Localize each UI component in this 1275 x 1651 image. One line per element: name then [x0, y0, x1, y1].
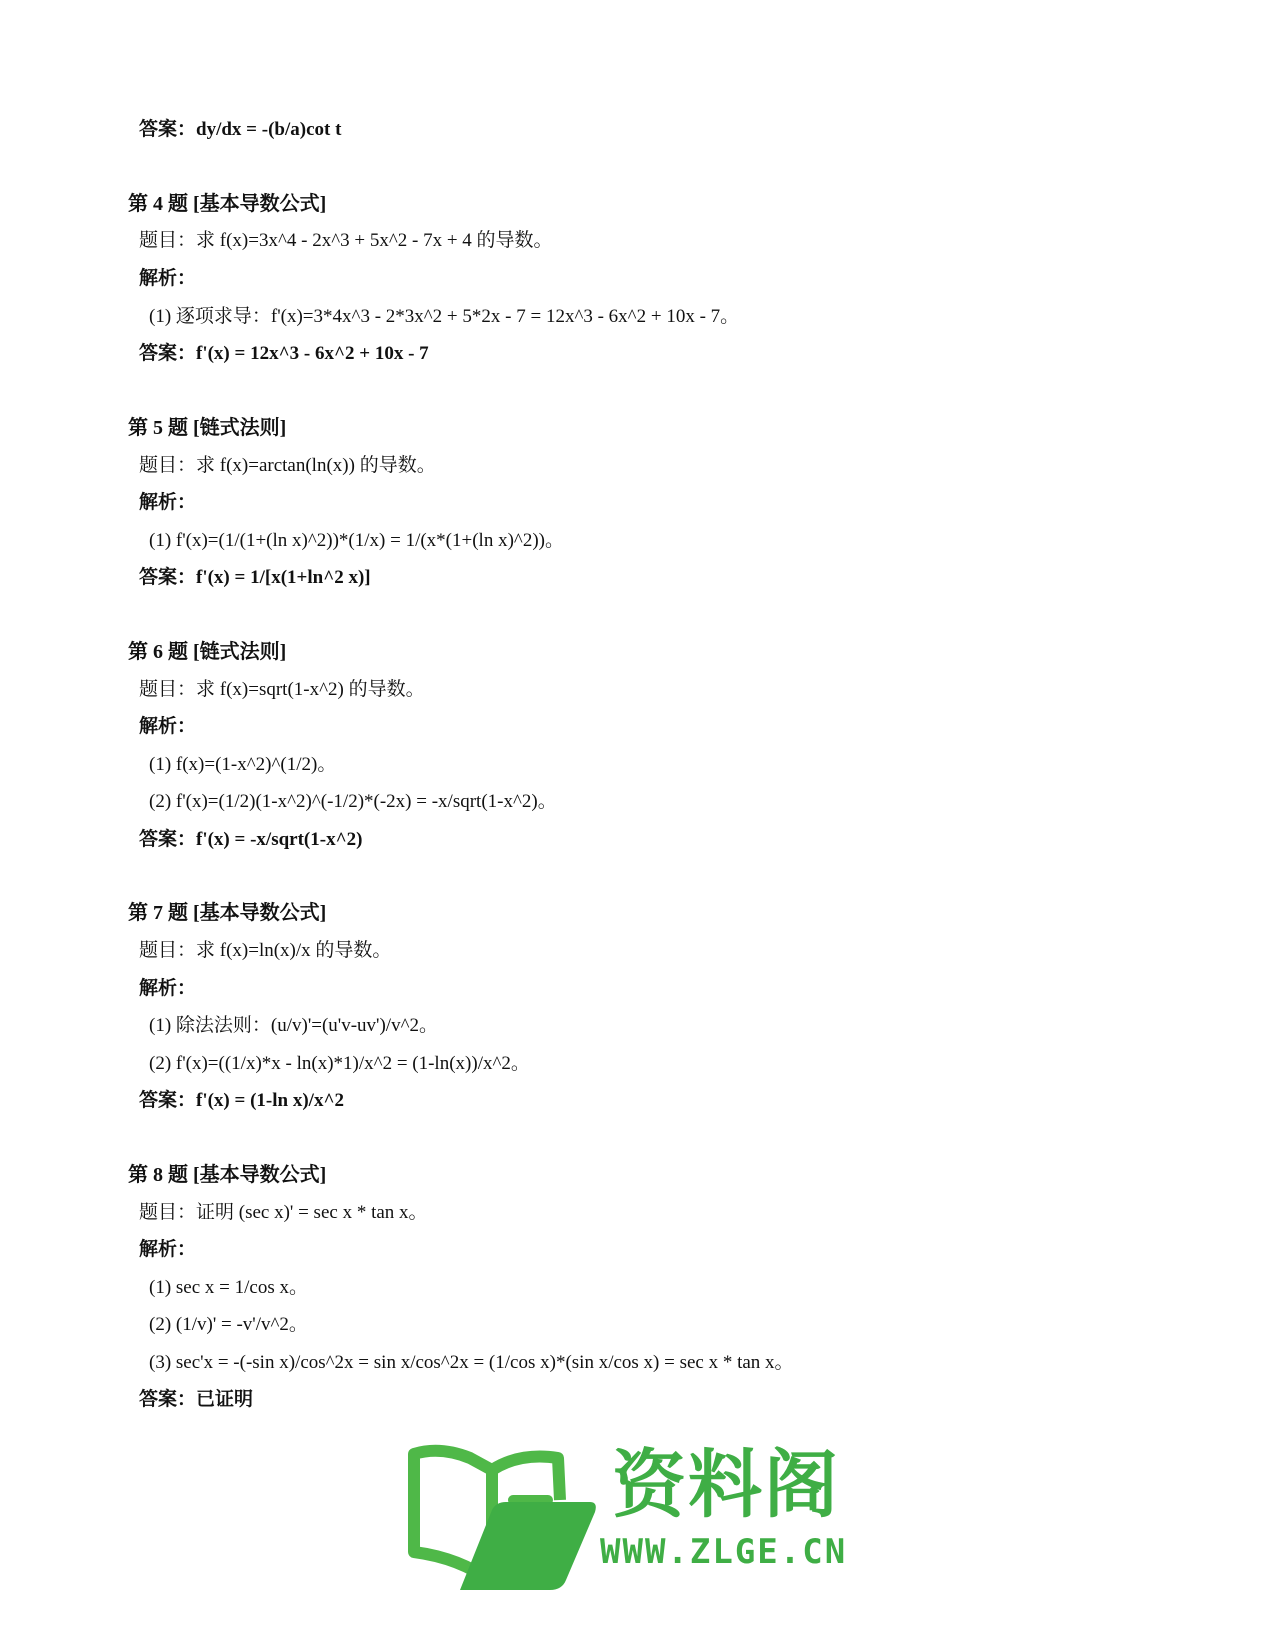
- problem-8-heading: 第 8 题 [基本导数公式]: [128, 1164, 327, 1186]
- problem-4-question: 题目：求 f(x)=3x^4 - 2x^3 + 5x^2 - 7x + 4 的导数。: [139, 230, 553, 251]
- problem-7-step-2: (2) f'(x)=((1/x)*x - ln(x)*1)/x^2 = (1-ln(x))/x^2。: [149, 1053, 530, 1074]
- watermark-name: 资料阁: [612, 1442, 840, 1528]
- problem-8-question: 题目：证明 (sec x)' = sec x * tan x。: [139, 1202, 428, 1223]
- problem-6-step-1: (1) f(x)=(1-x^2)^(1/2)。: [149, 754, 337, 775]
- open-book-logo-icon: [400, 1440, 600, 1590]
- problem-7-answer: 答案：f'(x) = (1-ln x)/x^2: [139, 1090, 344, 1111]
- problem-4-analysis-label: 解析：: [139, 268, 197, 289]
- problem-8-step-3: (3) sec'x = -(-sin x)/cos^2x = sin x/cos^2x = (1/cos x)*(sin x/cos x) = sec x * tan x。: [149, 1352, 794, 1373]
- watermark-url: WWW.ZLGE.CN: [600, 1532, 848, 1572]
- problem-7-question: 题目：求 f(x)=ln(x)/x 的导数。: [139, 940, 392, 961]
- problem-6-step-2: (2) f'(x)=(1/2)(1-x^2)^(-1/2)*(-2x) = -x/sqrt(1-x^2)。: [149, 791, 557, 812]
- problem-5-step-1: (1) f'(x)=(1/(1+(ln x)^2))*(1/x) = 1/(x*(1+(ln x)^2))。: [149, 530, 564, 551]
- problem-8-analysis-label: 解析：: [139, 1239, 197, 1260]
- problem-7-step-1: (1) 除法法则：(u/v)'=(u'v-uv')/v^2。: [149, 1015, 438, 1036]
- problem-5-heading: 第 5 题 [链式法则]: [128, 417, 287, 439]
- problem-4-answer: 答案：f'(x) = 12x^3 - 6x^2 + 10x - 7: [139, 343, 429, 364]
- problem-8-step-1: (1) sec x = 1/cos x。: [149, 1277, 308, 1298]
- problem-5-answer: 答案：f'(x) = 1/[x(1+ln^2 x)]: [139, 567, 371, 588]
- problem-8-step-2: (2) (1/v)' = -v'/v^2。: [149, 1314, 308, 1335]
- problem-5-question: 题目：求 f(x)=arctan(ln(x)) 的导数。: [139, 455, 436, 476]
- problem-6-analysis-label: 解析：: [139, 716, 197, 737]
- problem-8-answer: 答案：已证明: [139, 1389, 254, 1410]
- watermark: [400, 1440, 870, 1590]
- previous-answer: 答案：dy/dx = -(b/a)cot t: [139, 119, 342, 140]
- problem-4-step-1: (1) 逐项求导：f'(x)=3*4x^3 - 2*3x^2 + 5*2x - 7 = 12x^3 - 6x^2 + 10x - 7。: [149, 306, 740, 327]
- problem-7-heading: 第 7 题 [基本导数公式]: [128, 902, 327, 924]
- problem-4-heading: 第 4 题 [基本导数公式]: [128, 193, 327, 215]
- problem-6-answer: 答案：f'(x) = -x/sqrt(1-x^2): [139, 829, 363, 850]
- problem-5-analysis-label: 解析：: [139, 492, 197, 513]
- problem-7-analysis-label: 解析：: [139, 978, 197, 999]
- problem-6-question: 题目：求 f(x)=sqrt(1-x^2) 的导数。: [139, 679, 425, 700]
- problem-6-heading: 第 6 题 [链式法则]: [128, 641, 287, 663]
